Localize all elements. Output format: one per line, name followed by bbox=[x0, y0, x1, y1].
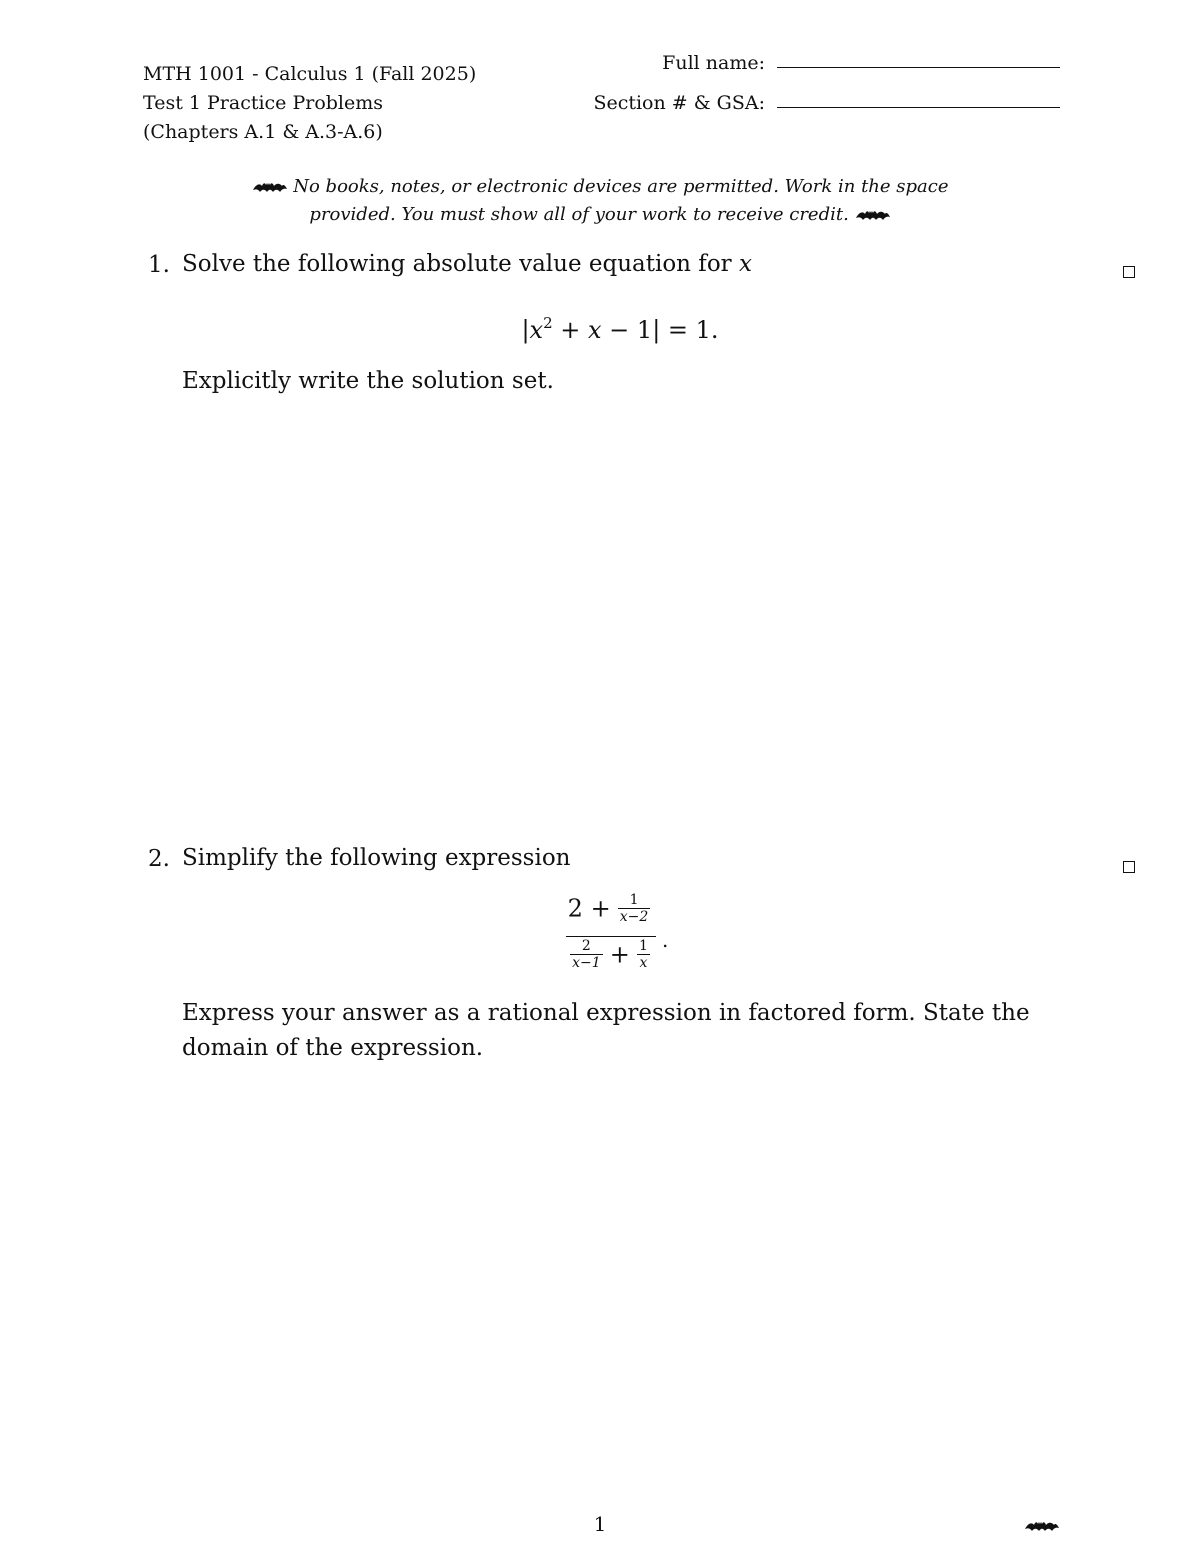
problem-2-number: 2. bbox=[148, 846, 170, 872]
problem-2-checkbox[interactable] bbox=[1123, 861, 1135, 873]
problem-1-prompt: Solve the following absolute value equation for x bbox=[182, 251, 752, 277]
problem-1-instruction: Explicitly write the solution set. bbox=[182, 368, 554, 394]
bat-icon bbox=[855, 208, 891, 222]
test-title: Test 1 Practice Problems bbox=[143, 92, 384, 114]
instructions-line-2: provided. You must show all of your work to receive credit. bbox=[309, 204, 849, 225]
problem-2-fraction: 2 + $\frac{1}{x-2}$ $\frac{2}{x-1}$ + $\frac{1}{x}$ . bbox=[560, 892, 680, 984]
bat-icon bbox=[1024, 1519, 1060, 1533]
problem-2-instruction: Express your answer as a rational expression in factored form. State the domain of the expression. bbox=[182, 1000, 1030, 1061]
full-name-field[interactable] bbox=[777, 67, 1060, 68]
instructions-line-1: No books, notes, or electronic devices are permitted. Work in the space bbox=[293, 176, 949, 197]
instructions bbox=[160, 173, 1040, 229]
problem-1-checkbox[interactable] bbox=[1123, 266, 1135, 278]
page-number: 1 bbox=[593, 1512, 607, 1536]
full-name-label: Full name: bbox=[662, 52, 765, 74]
problem-1-equation: $|x^2 + x - 1| = 1$. bbox=[521, 314, 719, 344]
section-field[interactable] bbox=[777, 107, 1060, 108]
problem-1-number: 1. bbox=[148, 252, 170, 278]
course-title: MTH 1001 - Calculus 1 (Fall 2025) bbox=[143, 63, 477, 85]
fraction-denominator: $\frac{2}{x-1}$ + $\frac{1}{x}$ bbox=[572, 938, 648, 971]
chapters-label: (Chapters A.1 & A.3-A.6) bbox=[143, 121, 383, 143]
fraction-bar bbox=[566, 936, 656, 937]
problem-2-prompt: Simplify the following expression bbox=[182, 845, 571, 871]
bat-icon bbox=[252, 180, 288, 194]
fraction-numerator: 2 + $\frac{1}{x-2}$ bbox=[567, 892, 649, 925]
section-label: Section # & GSA: bbox=[593, 92, 765, 114]
